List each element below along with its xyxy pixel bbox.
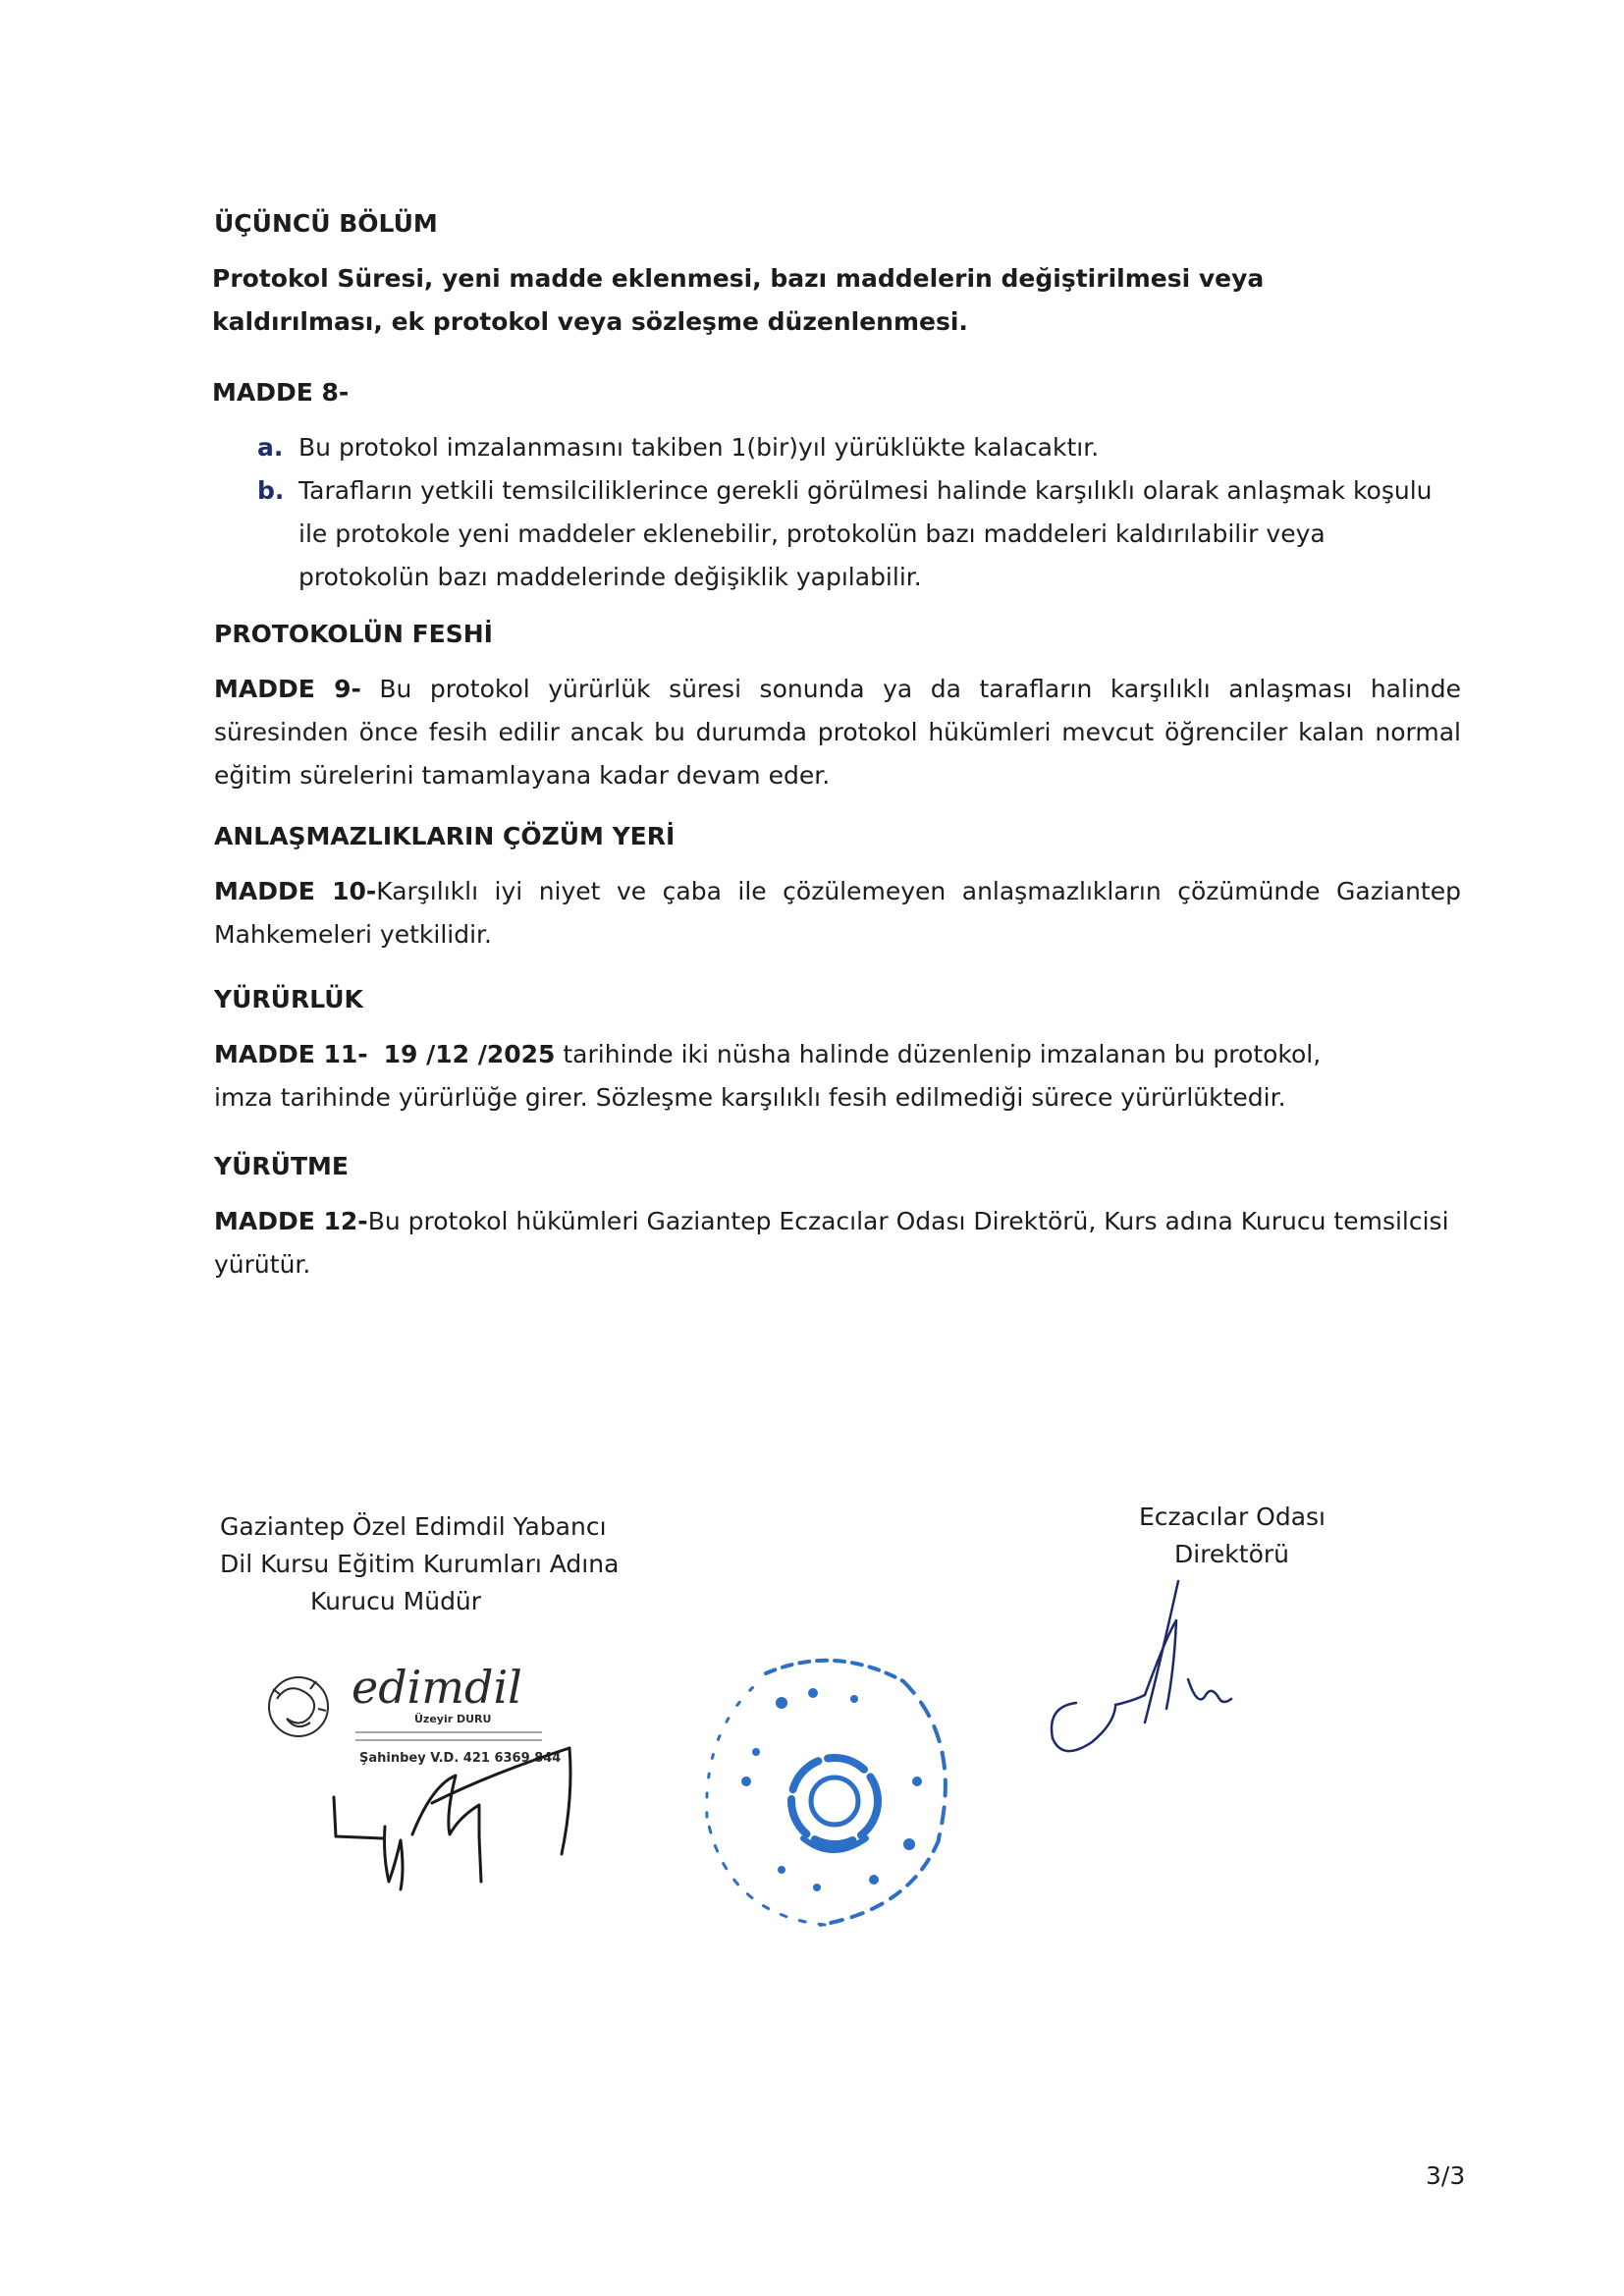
- list-marker: a.: [257, 433, 284, 462]
- yururluk-heading: YÜRÜRLÜK: [214, 985, 363, 1013]
- page-number: 3/3: [1426, 2161, 1466, 2190]
- cozum-heading: ANLAŞMAZLIKLARIN ÇÖZÜM YERİ: [214, 822, 676, 850]
- left-signatory-line-2: Dil Kursu Eğitim Kurumları Adına: [220, 1550, 620, 1578]
- left-signatory-line-3: Kurucu Müdür: [310, 1587, 482, 1615]
- madde-9-text: Bu protokol yürürlük süresi sonunda ya da tarafların karşılıklı anlaşması halinde süresinden önce fesih edilir ancak bu durumda protokol hükümleri mevcut öğrenciler kalan normal eğitim sürelerini tamamlayana kadar devam eder.: [214, 675, 1461, 790]
- madde-11-date: 19 /12 /2025: [383, 1040, 556, 1068]
- madde-9-paragraph: [214, 668, 1461, 797]
- madde-12-paragraph: [214, 1200, 1461, 1286]
- list-item-text: Bu protokol imzalanmasını takiben 1(bir)yıl yürüklükte kalacaktır.: [298, 433, 1100, 462]
- madde-11-label: MADDE 11-: [214, 1040, 368, 1068]
- section-title: ÜÇÜNCÜ BÖLÜM: [214, 209, 438, 238]
- left-signatory-line-1: Gaziantep Özel Edimdil Yabancı: [220, 1512, 607, 1541]
- official-seal: [687, 1634, 982, 1948]
- madde-10-text: Karşılıklı iyi niyet ve çaba ile çözülemeyen anlaşmazlıkların çözümünde Gaziantep Mahkemeleri yetkilidir.: [214, 877, 1461, 949]
- madde-8-label: MADDE 8-: [212, 378, 350, 407]
- madde-10-paragraph: [214, 870, 1461, 957]
- fesih-heading: PROTOKOLÜN FESHİ: [214, 620, 493, 648]
- right-signatory-line-2: Direktörü: [1174, 1540, 1290, 1568]
- svg-text:Üzeyir DURU: Üzeyir DURU: [414, 1713, 492, 1725]
- madde-12-label: MADDE 12-: [214, 1207, 368, 1235]
- madde-11-text: tarihinde iki nüsha halinde düzenlenip imzalanan bu protokol, imza tarihinde yürürlüğe girer. Sözleşme karşılıklı fesih edilmediği sürece yürürlüktedir.: [214, 1040, 1322, 1112]
- madde-9-label: MADDE 9-: [214, 675, 361, 703]
- madde-12-text: Bu protokol hükümleri Gaziantep Eczacılar Odası Direktörü, Kurs adına Kurucu temsilcisi yürütür.: [214, 1207, 1449, 1279]
- list-item: [257, 426, 1435, 469]
- list-marker: b.: [257, 476, 285, 505]
- list-item-text: Tarafların yetkili temsilciliklerince gerekli görülmesi halinde karşılıklı olarak anlaşmak koşulu ile protokole yeni maddeler eklenebilir, protokolün bazı maddeleri kaldırılabilir veya protokolün bazı maddelerinde değişiklik yapılabilir.: [298, 476, 1433, 591]
- list-item: [257, 469, 1435, 599]
- yurutme-heading: YÜRÜTME: [214, 1152, 349, 1180]
- madde-11-paragraph: [214, 1033, 1373, 1120]
- right-signatory-line-1: Eczacılar Odası: [1139, 1503, 1326, 1531]
- svg-text:edimdil: edimdil: [352, 1661, 522, 1714]
- svg-text:Şahinbey V.D. 421 6369 844: Şahinbey V.D. 421 6369 844: [359, 1751, 562, 1766]
- madde-8-list: [257, 426, 1435, 599]
- madde-10-label: MADDE 10-: [214, 877, 377, 905]
- section-subtitle: Protokol Süresi, yeni madde eklenmesi, bazı maddelerin değiştirilmesi veya kaldırılması, ek protokol veya sözleşme düzenlenmesi.: [212, 264, 1265, 336]
- left-signature: [324, 1709, 638, 1886]
- right-signature: [1021, 1532, 1276, 1768]
